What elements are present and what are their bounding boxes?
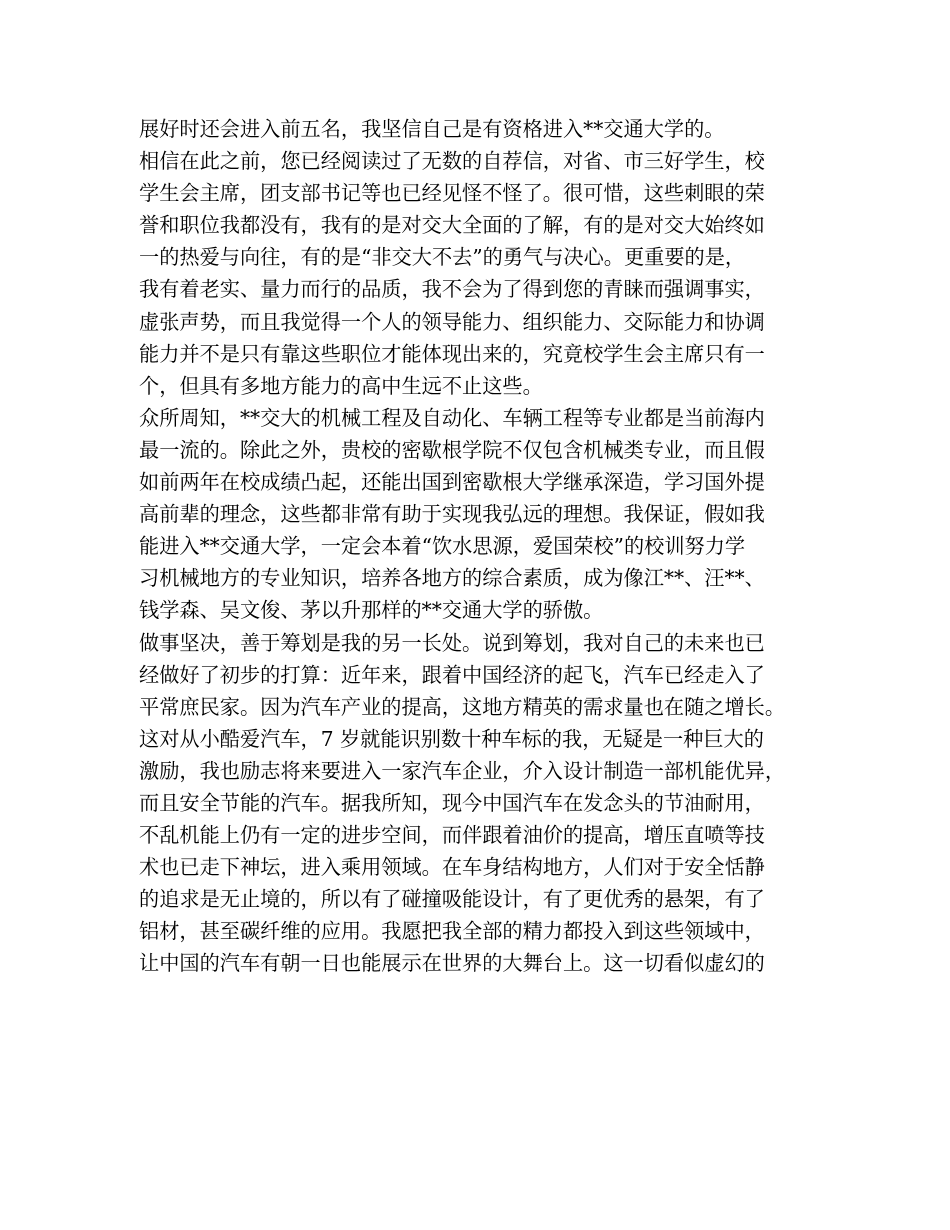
- text-line: 誉和职位我都没有，我有的是对交大全面的了解，有的是对交大始终如: [139, 213, 765, 238]
- text-line: 术也已走下神坛，进入乘用领域。在车身结构地方，人们对于安全恬静: [139, 855, 765, 880]
- text-line: 高前辈的理念，这些都非常有助于实现我弘远的理想。我保证，假如我: [139, 502, 765, 527]
- text-line: 激励，我也励志将来要进入一家汽车企业，介入设计制造一部机能优异，: [139, 758, 786, 783]
- text-line: 能力并不是只有靠这些职位才能体现出来的，究竟校学生会主席只有一: [139, 341, 765, 366]
- text-line: 如前两年在校成绩凸起，还能出国到密歇根大学继承深造，学习国外提: [139, 470, 765, 495]
- text-line: 我有着老实、量力而行的品质，我不会为了得到您的青睐而强调事实，: [139, 277, 765, 302]
- text-line: 能进入**交通大学，一定会本着“饮水思源，爱国荣校”的校训努力学: [139, 534, 746, 559]
- text-line: 经做好了初步的打算：近年来，跟着中国经济的起飞，汽车已经走入了: [139, 662, 765, 687]
- text-line: 这对从小酷爱汽车，7 岁就能识别数十种车标的我，无疑是一种巨大的: [139, 726, 764, 751]
- text-line: 虚张声势，而且我觉得一个人的领导能力、组织能力、交际能力和协调: [139, 309, 765, 334]
- text-line: 平常庶民家。因为汽车产业的提高，这地方精英的需求量也在随之增长。: [139, 694, 786, 719]
- text-line: 一的热爱与向往，有的是“非交大不去”的勇气与决心。更重要的是，: [139, 245, 746, 270]
- text-line: 展好时还会进入前五名，我坚信自己是有资格进入**交通大学的。: [139, 117, 725, 141]
- text-line: 做事坚决，善于筹划是我的另一长处。说到筹划，我对自己的未来也已: [139, 630, 765, 655]
- text-line: 的追求是无止境的，所以有了碰撞吸能设计，有了更优秀的悬架，有了: [139, 887, 765, 912]
- text-line: 个，但具有多地方能力的高中生远不止这些。: [139, 373, 543, 398]
- text-line: 习机械地方的专业知识，培养各地方的综合素质，成为像江**、汪**、: [139, 566, 765, 591]
- text-line: 让中国的汽车有朝一日也能展示在世界的大舞台上。这一切看似虚幻的: [139, 951, 765, 976]
- text-line: 最一流的。除此之外，贵校的密歇根学院不仅包含机械类专业，而且假: [139, 437, 765, 462]
- text-line: 而且安全节能的汽车。据我所知，现今中国汽车在发念头的节油耐用，: [139, 790, 765, 815]
- text-line: 铝材，甚至碳纤维的应用。我愿把我全部的精力都投入到这些领域中，: [139, 919, 765, 944]
- body-text: [139, 113, 819, 980]
- text-line: 众所周知，**交大的机械工程及自动化、车辆工程等专业都是当前海内: [139, 405, 765, 430]
- text-line: 相信在此之前，您已经阅读过了无数的自荐信，对省、市三好学生，校: [139, 149, 765, 174]
- text-line: 不乱机能上仍有一定的进步空间，而伴跟着油价的提高，增压直喷等技: [139, 823, 765, 848]
- text-line: 钱学森、吴文俊、茅以升那样的**交通大学的骄傲。: [139, 598, 604, 623]
- text-line: 学生会主席，团支部书记等也已经见怪不怪了。很可惜，这些刺眼的荣: [139, 181, 765, 206]
